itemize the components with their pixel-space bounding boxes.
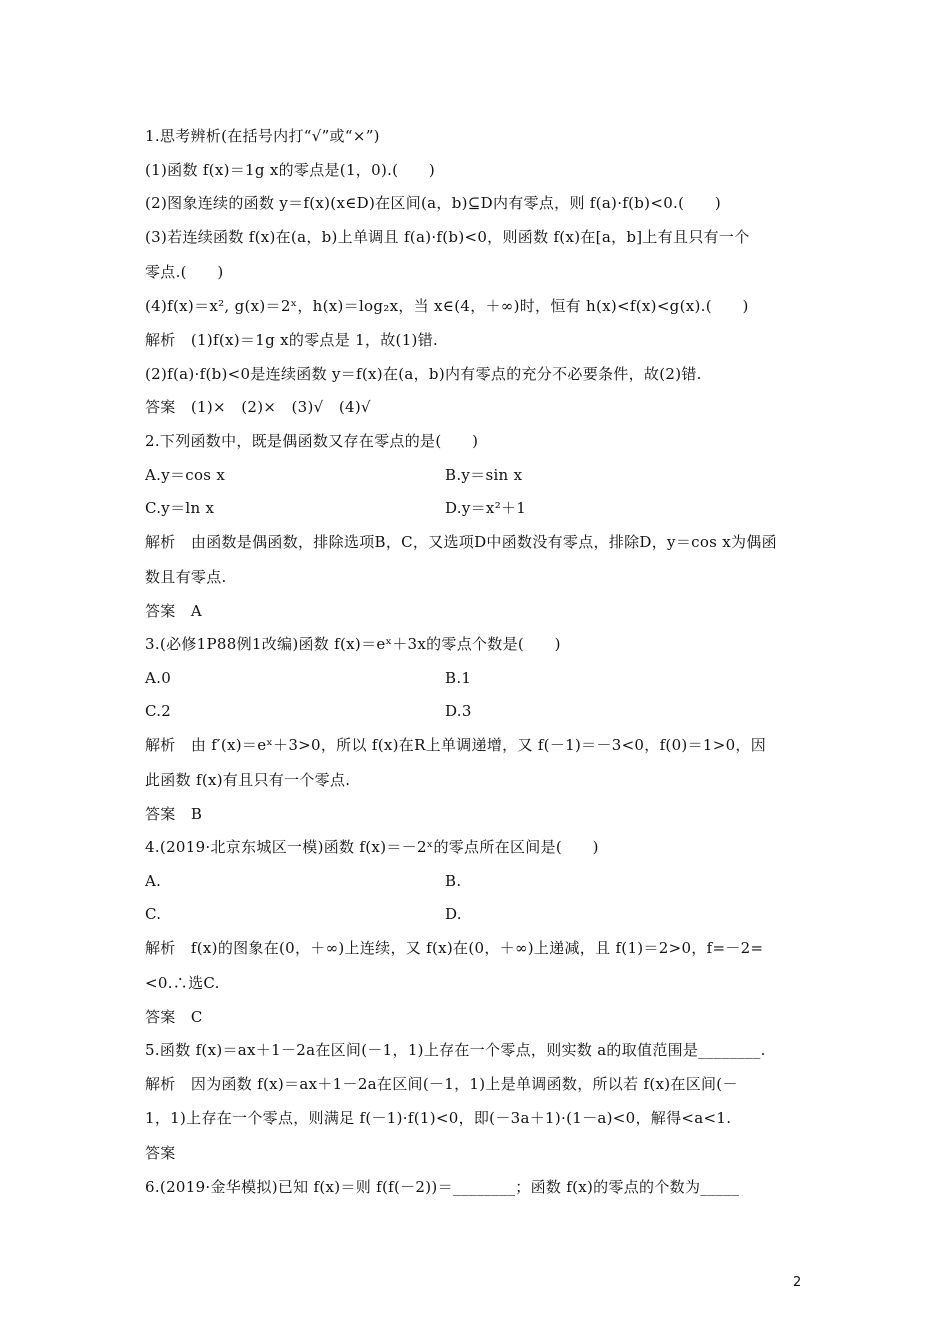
q1-item-1: (1)函数 f(x)＝1g x的零点是(1，0).( ): [145, 161, 436, 179]
q4-analysis-2: <0.∴选C.: [145, 974, 220, 992]
q3-option-c: C.2: [145, 702, 172, 720]
q4-analysis-1: 解析 f(x)的图象在(0，＋∞)上连续，又 f(x)在(0，＋∞)上递减，且 f(1)＝2>0，f=－2=: [145, 939, 764, 957]
q4-option-c: C.: [145, 905, 162, 923]
q3-answer: 答案 B: [145, 805, 203, 823]
q4-option-d: D.: [445, 905, 462, 923]
q3-option-a: A.0: [145, 669, 172, 687]
q1-title: 1.思考辨析(在括号内打“√”或“×”): [145, 127, 380, 145]
q4-option-b: B.: [445, 872, 462, 890]
q1-analysis-1: 解析 (1)f(x)＝1g x的零点是 1，故(1)错.: [145, 331, 439, 349]
q3-title: 3.(必修1P88例1改编)函数 f(x)＝eˣ＋3x的零点个数是( ): [145, 635, 561, 653]
q1-answer: 答案 (1)× (2)× (3)√ (4)√: [145, 398, 371, 416]
q3-option-d: D.3: [445, 702, 472, 720]
q5-title: 5.函数 f(x)＝ax＋1－2a在区间(－1，1)上存在一个零点，则实数 a的取值范围是________.: [145, 1041, 766, 1059]
q1-item-3: (3)若连续函数 f(x)在(a，b)上单调且 f(a)·f(b)<0，则函数 f(x)在[a，b]上有且只有一个: [145, 228, 750, 246]
q4-option-a: A.: [145, 872, 162, 890]
q2-analysis-2: 数且有零点.: [145, 568, 227, 586]
q4-answer: 答案 C: [145, 1008, 203, 1026]
q2-title: 2.下列函数中，既是偶函数又存在零点的是( ): [145, 432, 479, 450]
q1-item-4: (4)f(x)＝x², g(x)＝2ˣ，h(x)＝log₂x，当 x∈(4，＋∞)时，恒有 h(x)<f(x)<g(x).( ): [145, 297, 749, 315]
q5-analysis-1: 解析 因为函数 f(x)＝ax＋1－2a在区间(－1，1)上是单调函数，所以若 f(x)在区间(－: [145, 1075, 738, 1093]
q1-item-3-cont: 零点.( ): [145, 263, 224, 281]
q4-title: 4.(2019·北京东城区一模)函数 f(x)＝－2ˣ的零点所在区间是( ): [145, 838, 599, 856]
q2-answer: 答案 A: [145, 602, 203, 620]
q3-option-b: B.1: [445, 669, 472, 687]
q1-analysis-2: (2)f(a)·f(b)<0是连续函数 y＝f(x)在(a，b)内有零点的充分不必要条件，故(2)错.: [145, 365, 702, 383]
q5-answer: 答案: [145, 1144, 176, 1162]
q2-option-b: B.y＝sin x: [445, 466, 523, 484]
page-number: 2: [793, 1275, 802, 1290]
q2-option-a: A.y＝cos x: [145, 466, 226, 484]
q6-title: 6.(2019·金华模拟)已知 f(x)＝则 f(f(－2))＝________；函数 f(x)的零点的个数为_____: [145, 1178, 740, 1196]
q3-analysis-2: 此函数 f(x)有且只有一个零点.: [145, 771, 351, 789]
q2-analysis-1: 解析 由函数是偶函数，排除选项B，C，又选项D中函数没有零点，排除D，y＝cos x为偶函: [145, 533, 777, 551]
q5-analysis-2: 1，1)上存在一个零点，则满足 f(－1)·f(1)<0，即(－3a＋1)·(1－a)<0，解得<a<1.: [145, 1109, 732, 1127]
q1-item-2: (2)图象连续的函数 y＝f(x)(x∈D)在区间(a，b)⊆D内有零点，则 f(a)·f(b)<0.( ): [145, 194, 722, 212]
q3-analysis-1: 解析 由 f′(x)＝eˣ＋3>0，所以 f(x)在R上单调递增，又 f(－1)＝－3<0，f(0)＝1>0，因: [145, 736, 767, 754]
q2-option-d: D.y＝x²＋1: [445, 499, 527, 517]
q2-option-c: C.y＝ln x: [145, 499, 215, 517]
